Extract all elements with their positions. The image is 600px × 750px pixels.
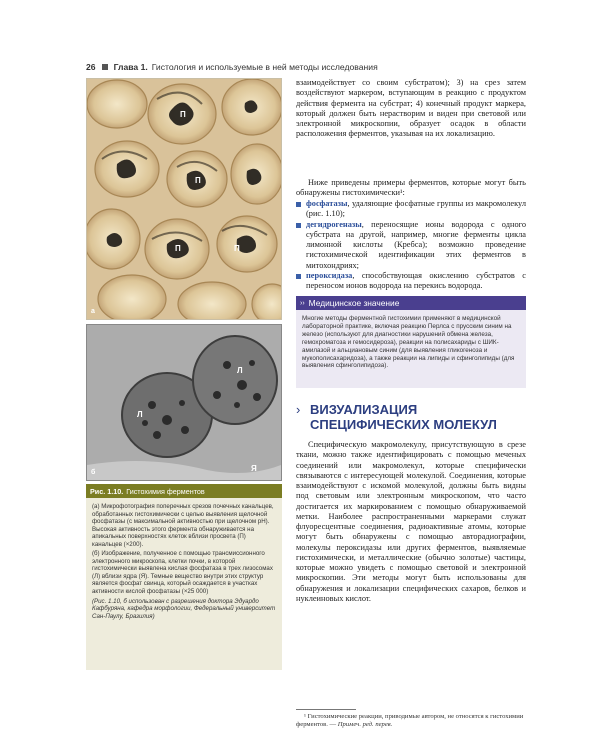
- figure-caption-body: [86, 498, 282, 670]
- figure-b-micrograph: [86, 324, 282, 481]
- footnote: [296, 713, 526, 729]
- caption-para-b: (б) Изображение, полученное с помощью трансмиссионного электронного микроскопа, клетки почки, в которой гистохимически выявлена кислая фосфатаза в трех лизосомах (Л) вблизи ядра (Я). Темные вещество внутри этих структур является фосфат свинца, который осаждается в участках активности кислой фосфатазы (×25 000): [92, 550, 273, 596]
- header-square-icon: [102, 64, 108, 70]
- chevron-right-icon: ›: [296, 402, 301, 417]
- label-lumen-2: П: [195, 176, 201, 185]
- footnote-note: Примеч. ред. перев.: [337, 721, 393, 728]
- list-term: пероксидаза: [306, 270, 353, 280]
- caption-para-a: (а) Микрофотография поперечных срезов почечных канальцев, обработанных гистохимически с целью выявления щелочной фосфатазы (с максимальной активностью при щелочном рН). Высокая активность этого фермента обнаруживается на апикальных поверхностях клеток вблизи просвета (П) канальцев (×200).: [92, 503, 274, 548]
- micrograph-b-svg: [87, 325, 281, 480]
- figure-a-micrograph: [86, 78, 282, 320]
- micrograph-a-svg: [87, 79, 281, 319]
- figure-caption-title: Гистохимия ферментов: [126, 486, 205, 496]
- body-paragraph-1: взаимодействует со своим субстратом); 3) на срез затем воздействуют маркером, вступающим в реакцию с продуктом действия фермента на субстрат; 4) конечный продукт маркера, который должен быть нерастворим и виден при световой или электронной микроскопии, образует осадок в области расположения ферментов, указывая на их локализацию.: [296, 78, 526, 139]
- label-lumen-4: П: [234, 244, 240, 253]
- list-term: дегидрогеназы: [306, 219, 362, 229]
- figure-b-letter: б: [91, 469, 96, 476]
- chapter-label: Глава 1.: [113, 62, 148, 72]
- page-number: 26: [86, 62, 96, 72]
- caption-credit: (Рис. 1.10, б использован с разрешения доктора Эдуардо Кафбуряна, кафедра морфологии, Федеральный университет Сан-Паулу, Бразилия): [92, 597, 276, 620]
- list-item: [296, 199, 526, 220]
- label-lumen-3: П: [175, 244, 181, 253]
- list-term: фосфатазы: [306, 199, 348, 208]
- section-heading-text: ВИЗУАЛИЗАЦИЯ СПЕЦИФИЧЕСКИХ МОЛЕКУЛ: [310, 402, 497, 432]
- bullet-icon: [296, 274, 301, 279]
- label-nucleus: Я: [251, 464, 257, 473]
- label-lysosome-1: Л: [137, 410, 143, 419]
- list-text: , переносящие ионы водорода с одного субстрата на другой, например, многие ферменты цикла лимонной кислоты (Кребса); возможно проведение гистохимической идентификации этих ферментов в митохондриях;: [306, 219, 526, 270]
- body-paragraph-2: Ниже приведены примеры ферментов, которые могут быть обнаружены гистохимически¹:: [296, 178, 526, 198]
- list-item: [296, 271, 526, 292]
- running-header: [86, 60, 526, 74]
- figure-a-letter: а: [91, 308, 95, 315]
- footnote-rule: [296, 709, 356, 710]
- bullet-icon: [296, 223, 301, 228]
- footnote-text: ¹ Гистохимические реакции, приводимые автором, не относятся к гистохимии ферментов. —: [296, 713, 524, 728]
- bullet-icon: [296, 202, 301, 207]
- list-item: [296, 220, 526, 271]
- medical-box-title: Медицинское значение: [308, 298, 400, 308]
- label-lumen-1: П: [180, 110, 186, 119]
- medical-box-text: Многие методы ферментной гистохимии применяют в медицинской лабораторной практике, включая реакцию Перлса с прусским синим на железо (используют для диагностики нарушений обмена железа, гемохроматоза и гемосидероза), реакции на полисахариды с ШИК-амилазой и альциановым синим (для выявления гликогеноза и мукополисахаридоза), а также реакции на липиды и сфинголипиды (для выявления сфинголипидоза).: [296, 310, 526, 388]
- enzyme-list: [296, 199, 526, 291]
- section-heading: [296, 402, 526, 432]
- chapter-title: Гистология и используемые в ней методы исследования: [151, 62, 378, 72]
- medical-box-header: [296, 296, 526, 310]
- figure-caption-header: [86, 484, 282, 498]
- list-text: , способствующая окислению субстратов с переносом ионов водорода на перекись водорода.: [306, 270, 526, 290]
- body-paragraph-3: Специфическую макромолекулу, присутствующую в срезе ткани, можно также идентифицировать с помощью меченых соединений или макромолекул, которые специфически связываются с интересующей молекулой. Соединения, которые взаимодействуют с искомой молекулой, должны быть видны под световым или электронным микроскопом, что часто достигается их маркированием с помощью обнаруживаемой метки. Наиболее распространенными маркерами служат флуоресцентные соединения, радиоактивные атомы, которые могут быть обнаружены с помощью авторадиографии, молекулы пероксидазы или других ферментов, выявляемые гистохимически, и металлические (обычно золотые) частицы, которые можно увидеть с помощью световой и электронной микроскопии. Эти методы могут быть использованы для обнаружения и локализации специфических сахаров, белков и нуклеиновых кислот.: [296, 440, 526, 603]
- double-chevron-icon: ››: [300, 299, 305, 307]
- figure-caption-label: Рис. 1.10.: [90, 486, 124, 496]
- label-lysosome-2: Л: [237, 366, 243, 375]
- list-text: , удаляющие фосфатные группы из макромолекул (рис. 1.10);: [306, 199, 526, 219]
